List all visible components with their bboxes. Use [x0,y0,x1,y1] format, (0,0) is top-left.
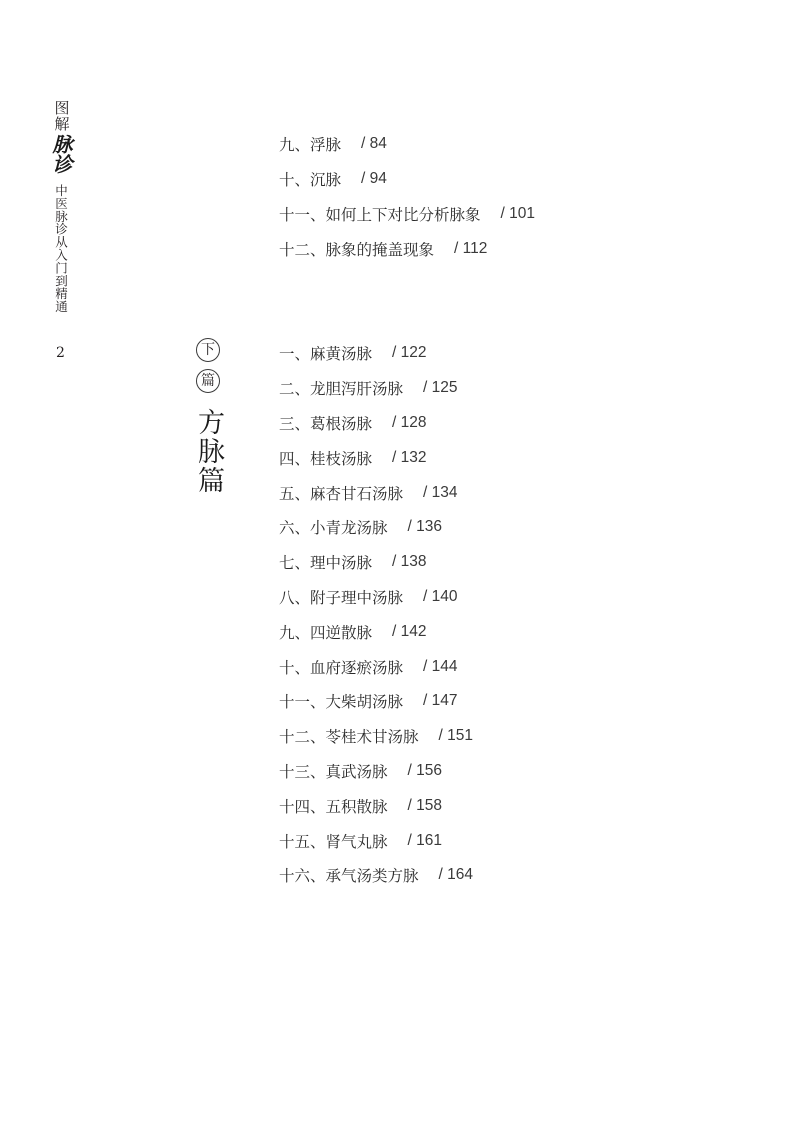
toc-entry[interactable] [279,371,473,406]
toc-entry[interactable] [279,649,473,684]
toc-entry-page: / 112 [454,239,488,257]
toc-entry[interactable] [279,788,473,823]
toc-entry-title: 十、沉脉 [279,171,342,190]
toc-entry-title: 十二、脉象的掩盖现象 [279,240,435,259]
part-circle-char: 篇 [196,369,220,393]
toc-entry[interactable] [279,336,473,371]
toc-entry[interactable] [279,858,473,893]
toc-entry-page: / 156 [407,761,442,779]
toc-previous-part [279,127,535,266]
toc-entry-page: / 147 [423,692,458,710]
toc-entry-page: / 138 [392,553,427,571]
toc-entry-title: 八、附子理中汤脉 [279,588,404,607]
toc-entry-page: / 151 [438,727,473,745]
toc-entry[interactable] [279,127,535,162]
toc-entry-title: 五、麻杏甘石汤脉 [279,484,404,503]
toc-entry-page: / 158 [407,796,442,814]
toc-entry[interactable] [279,475,473,510]
part-label [190,338,226,495]
toc-entry[interactable] [279,719,473,754]
toc-entry-page: / 140 [423,587,458,605]
part-title: 方脉篇 [193,408,224,495]
toc-entry[interactable] [279,162,535,197]
toc-entry[interactable] [279,440,473,475]
toc-entry[interactable] [279,614,473,649]
toc-entry-title: 十、血府逐瘀汤脉 [279,658,404,677]
toc-entry-page: / 161 [407,831,442,849]
toc-entry-title: 一、麻黄汤脉 [279,345,373,364]
toc-entry-title: 九、四逆散脉 [279,623,373,642]
toc-entry[interactable] [279,406,473,441]
toc-entry-page: / 94 [361,170,387,188]
toc-entry-page: / 122 [392,344,427,362]
toc-entry[interactable] [279,684,473,719]
toc-entry-page: / 164 [438,866,473,884]
toc-entry[interactable] [279,754,473,789]
toc-entry[interactable] [279,197,535,232]
toc-entry-title: 十二、苓桂术甘汤脉 [279,728,419,747]
toc-entry-title: 四、桂枝汤脉 [279,449,373,468]
toc-entry-page: / 142 [392,622,427,640]
toc-entry-page: / 132 [392,448,427,466]
running-header [50,100,72,313]
part-circle-char: 下 [196,338,220,362]
toc-entry-page: / 144 [423,657,458,675]
toc-entry-page: / 134 [423,483,458,501]
toc-entry-title: 十一、大柴胡汤脉 [279,693,404,712]
toc-entry-title: 九、浮脉 [279,136,342,155]
book-title-main: 脉诊 [49,134,73,174]
toc-entry-title: 十三、真武汤脉 [279,762,388,781]
toc-entry-title: 六、小青龙汤脉 [279,519,388,538]
book-title-prefix: 图解 [52,100,71,132]
page-number: 2 [56,345,65,361]
book-subtitle: 中医脉诊从入门到精通 [53,184,69,313]
toc-entry-title: 十五、肾气丸脉 [279,832,388,851]
toc-entry-page: / 101 [500,204,535,222]
toc-part [279,336,473,893]
toc-entry-page: / 136 [407,518,442,536]
toc-entry-title: 十六、承气汤类方脉 [279,867,419,886]
toc-entry-page: / 128 [392,413,427,431]
toc-entry-page: / 84 [361,135,387,153]
toc-entry-title: 七、理中汤脉 [279,554,373,573]
toc-entry[interactable] [279,510,473,545]
toc-entry-title: 十四、五积散脉 [279,797,388,816]
toc-entry[interactable] [279,580,473,615]
toc-entry-page: / 125 [423,379,458,397]
toc-entry-title: 三、葛根汤脉 [279,414,373,433]
toc-entry-title: 十一、如何上下对比分析脉象 [279,205,481,224]
toc-entry[interactable] [279,823,473,858]
toc-entry[interactable] [279,545,473,580]
toc-entry[interactable] [279,231,535,266]
toc-entry-title: 二、龙胆泻肝汤脉 [279,380,404,399]
